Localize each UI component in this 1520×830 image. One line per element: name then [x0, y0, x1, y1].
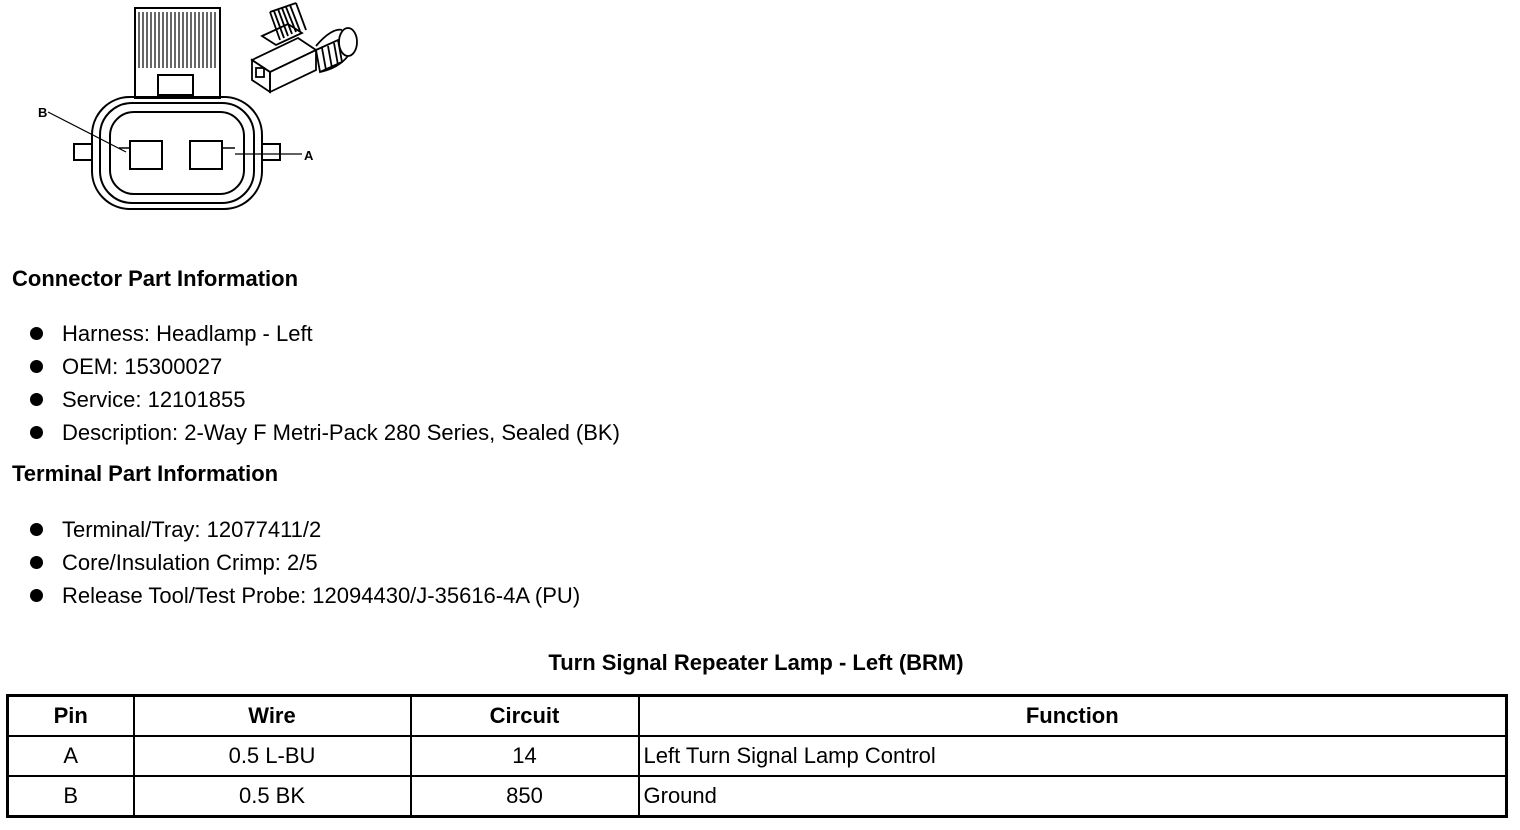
bullet-icon: [30, 393, 43, 406]
cavity-a: [190, 141, 222, 169]
bullet-icon: [30, 556, 43, 569]
pin-b-label: B: [38, 105, 48, 120]
connector-info-heading: Connector Part Information: [12, 266, 299, 291]
column-header-wire: Wire: [134, 696, 411, 737]
pin-a-label: A: [304, 148, 314, 163]
table-row: [8, 776, 1507, 817]
wire-cell: 0.5 L-BU: [134, 736, 411, 776]
wire-cell: 0.5 BK: [134, 776, 411, 817]
cavity-b: [130, 141, 162, 169]
connector-face-diagram: [30, 0, 370, 220]
function-cell: Ground: [639, 776, 1507, 817]
circuit-cell: 850: [411, 776, 639, 817]
bullet-icon: [30, 360, 43, 373]
table-title: Turn Signal Repeater Lamp - Left (BRM): [548, 650, 964, 675]
pin-cell: A: [8, 736, 134, 776]
pinout-table: [6, 694, 1508, 818]
connector-isometric-illustration: [252, 3, 357, 92]
column-header-function: Function: [639, 696, 1507, 737]
bullet-icon: [30, 589, 43, 602]
column-header-pin: Pin: [8, 696, 134, 737]
bullet-icon: [30, 327, 43, 340]
bullet-icon: [30, 426, 43, 439]
pin-cell: B: [8, 776, 134, 817]
circuit-cell: 14: [411, 736, 639, 776]
table-row: [8, 736, 1507, 776]
table-header-row: [8, 696, 1507, 737]
function-cell: Left Turn Signal Lamp Control: [639, 736, 1507, 776]
bullet-icon: [30, 523, 43, 536]
terminal-info-heading: Terminal Part Information: [12, 461, 279, 486]
column-header-circuit: Circuit: [411, 696, 639, 737]
